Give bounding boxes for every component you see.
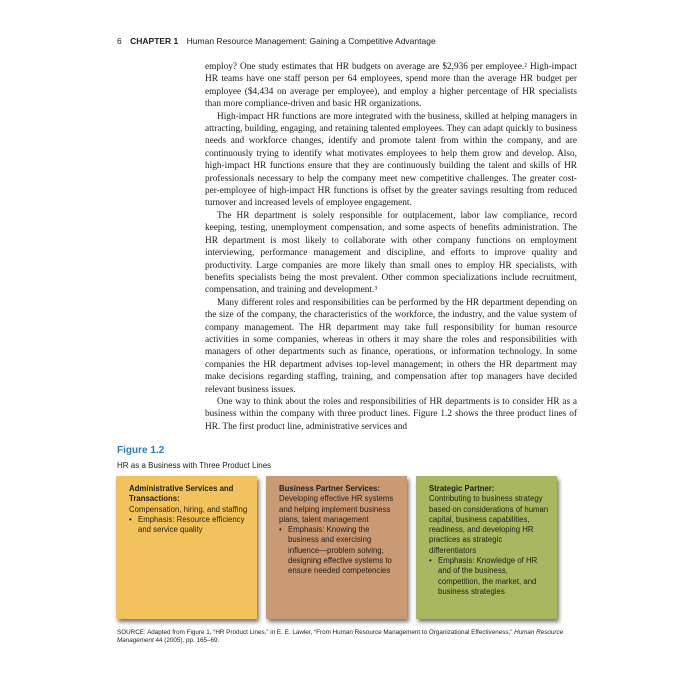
paragraph: One way to think about the roles and responsibilities of HR departments is to consider HR as a business within the company with three product lines. Figure 1.2 shows the three product lines of HR. The first product line, administrative services and: [205, 396, 577, 432]
paragraph: High-impact HR functions are more integrated with the business, skilled at helping managers in attracting, building, engaging, and retaining talented employees. They can adapt quickly to business needs and workforce changes, identify and promote talent from within the company, and are continuously trying to identify what motivates employees to help them grow and develop. Also, high-impact HR functions ensure that they are continuously building the talent and skills of HR professionals necessary to help the company meet new competitive challenges. The greater cost-per-employee of high-impact HR functions is offset by the greater savings resulting from reduced turnover and increased levels of employee engagement.: [205, 111, 577, 209]
figure-caption: HR as a Business with Three Product Lines: [117, 461, 272, 470]
panel-business-partner: [266, 476, 407, 619]
panel-strategic-partner: [416, 476, 557, 619]
paragraph: Many different roles and responsibilities can be performed by the HR department depending on the size of the company, the characteristics of the workforce, the industry, and the value system of company management. The HR department may take full responsibility for human resource activities in some companies, whereas in others it may share the roles and responsibilities with managers of other departments such as finance, operations, or information technology. In some companies the HR department advises top-level management; in others the HR department may make decisions regarding staffing, training, and compensation after top managers have decided relevant business issues.: [205, 297, 577, 395]
panel-title: Business Partner Services:: [279, 484, 380, 493]
body-text: [205, 61, 577, 433]
panel-bullet: • Emphasis: Knowledge of HR and of the business, competition, the market, and business strategies: [429, 556, 550, 597]
panel-text: Compensation, hiring, and staffing: [129, 504, 248, 514]
source-prefix: SOURCE: Adapted from Figure 1, “HR Product Lines,” in E. E. Lawler, “From Human Resource Management to Organizational Effectiveness,”: [117, 629, 513, 636]
paragraph: employ? One study estimates that HR budgets on average are $2,936 per employee.² High-impact HR teams have one staff person per 64 employees, spend more than the average HR budget per employee ($4,434 on average per employee), and employ a higher percentage of HR specialists than more compliance-driven and basic HR organizations.: [205, 62, 577, 110]
panel-bullet: • Emphasis: Resource efficiency and service quality: [129, 515, 250, 536]
source-journal: Human Resource Management: [117, 629, 564, 645]
panel-bullet: • Emphasis: Knowing the business and exercising influence—problem solving, designing effective systems to ensure needed competencies: [279, 525, 400, 576]
panel-administrative-services: [116, 476, 257, 619]
panel-title: Strategic Partner:: [429, 484, 495, 493]
panel-bullets: [429, 556, 550, 597]
source-suffix: 44 (2005), pp. 165–69.: [155, 637, 220, 645]
figure-source: [117, 629, 577, 645]
chapter-title: Human Resource Management: Gaining a Competitive Advantage: [186, 36, 436, 46]
chapter-label: CHAPTER 1: [130, 36, 179, 46]
panel-bullets: [279, 525, 400, 576]
page-number: 6: [117, 36, 122, 46]
running-head: [117, 36, 436, 46]
panel-text: Developing effective HR systems and helping implement business plans, talent management: [279, 494, 394, 524]
paragraph: The HR department is solely responsible for outplacement, labor law compliance, record keeping, testing, unemployment compensation, and some aspects of benefits administration. The HR department is most likely to collaborate with other company functions on employment interviewing, performance management and discipline, and efforts to improve quality and productivity. Large companies are more likely than small ones to employ HR specialists, with benefits specialists being the most prevalent. Other common specializations include recruitment, compensation, and training and development.³: [205, 210, 577, 296]
panel-text: Contributing to business strategy based on considerations of human capital, business capabilities, readiness, and developing HR practices as strategic differentiators: [429, 494, 549, 555]
panel-title: Administrative Services and Transactions:: [129, 484, 234, 504]
panel-bullets: [129, 515, 250, 536]
figure-label: Figure 1.2: [117, 445, 165, 456]
